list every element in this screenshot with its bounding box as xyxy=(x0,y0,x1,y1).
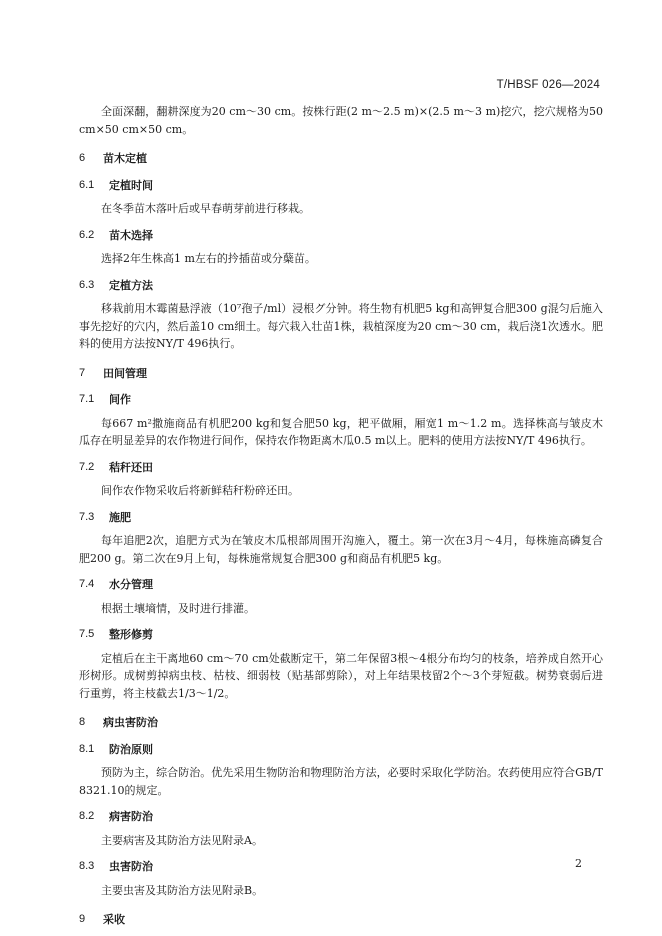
section-7-2-paragraph: 间作农作物采收后将新鲜秸秆粉碎还田。 xyxy=(101,484,299,497)
section-6-2-paragraph: 选择2年生株高1 m左右的扲插苗或分蘖苗。 xyxy=(101,252,316,265)
standard-code: T/HBSF 026—2024 xyxy=(496,79,600,91)
document-body xyxy=(79,103,603,929)
section-number: 7.3 xyxy=(79,510,95,523)
section-title: 采收 xyxy=(103,913,125,926)
section-8-heading xyxy=(79,714,603,732)
section-title: 整形修剪 xyxy=(109,628,153,641)
section-8-2-paragraph: 主要病害及其防治方法见附录A。 xyxy=(101,833,263,847)
section-title: 田间管理 xyxy=(103,366,147,380)
section-7-4-paragraph: 根据土壤墒情，及时进行排灌。 xyxy=(101,601,255,615)
section-number: 7.5 xyxy=(79,628,95,640)
section-title: 定植时间 xyxy=(109,178,153,192)
section-7-1-paragraph: 每667 m²撒施商品有机肥200 kg和复合肥50 kg，耙平做厢，厢宽1 m～1.2 m。选择株高与皱皮木瓜存在明显差异的农作物进行间作，保持农作物距离木瓜0.5 m以上。肥料的使用方法按NY/T 496执行。 xyxy=(79,416,603,447)
section-8-3-paragraph: 主要虫害及其防治方法见附录B。 xyxy=(101,883,264,897)
section-7-heading xyxy=(79,365,603,383)
section-title: 苗木选择 xyxy=(109,228,153,242)
section-title: 防治原则 xyxy=(109,742,153,756)
page-number: 2 xyxy=(575,857,582,870)
section-6-2-heading xyxy=(79,227,603,245)
section-8-3-heading xyxy=(79,858,603,876)
section-number: 7 xyxy=(79,366,86,379)
section-7-1-heading xyxy=(79,391,603,409)
section-8-1-paragraph: 预防为主，综合防治。优先采用生物防治和物理防治方法，必要时采取化学防治。农药使用应符合GB/T 8321.10的规定。 xyxy=(79,766,603,797)
section-7-2-heading xyxy=(79,459,603,477)
section-6-1-heading xyxy=(79,177,603,195)
section-title: 病虫害防治 xyxy=(103,716,158,729)
section-8-1-heading xyxy=(79,741,603,759)
section-number: 7.2 xyxy=(79,460,95,473)
section-number: 9 xyxy=(79,913,86,925)
section-number: 6.2 xyxy=(79,228,95,241)
section-number: 6.1 xyxy=(79,178,95,191)
section-number: 6.3 xyxy=(79,278,95,291)
section-number: 8.2 xyxy=(79,810,95,822)
section-6-1-paragraph: 在冬季苗木落叶后或早春萌芽前进行移栽。 xyxy=(101,202,310,215)
section-title: 病害防治 xyxy=(109,810,153,823)
section-7-5-heading xyxy=(79,626,603,644)
section-7-4-heading xyxy=(79,576,603,594)
section-7-3-paragraph: 每年追肥2次，追肥方式为在皱皮木瓜根部周围开沟施入，覆土。第一次在3月～4月，每株施高磷复合肥200 g。第二次在9月上旬，每株施常规复合肥300 g和商品有机肥5 kg。 xyxy=(79,534,603,565)
section-6-3-paragraph: 移栽前用木霉菌悬浮液（10⁷孢子/ml）浸根グ分钟。将生物有机肥5 kg和高钾复合肥300 g混匀后施入事先挖好的穴内，然后盖10 cm细土。每穴栽入壮苗1株，栽植深度为20 cm～30 cm，栽后浇1次透水。肥料的使用方法按NY/T 496执行。 xyxy=(79,302,603,350)
section-title: 间作 xyxy=(109,393,131,406)
section-number: 6 xyxy=(79,152,86,164)
continuation-paragraph: 全面深翻，翻耕深度为20 cm～30 cm。按株行距(2 m～2.5 m)×(2.5 m～3 m)挖穴，挖穴规格为50 cm×50 cm×50 cm。 xyxy=(79,105,603,136)
section-title: 苗木定植 xyxy=(103,152,147,165)
section-6-3-heading xyxy=(79,277,603,295)
section-title: 水分管理 xyxy=(109,578,153,591)
section-number: 7.1 xyxy=(79,393,95,405)
section-number: 8.3 xyxy=(79,860,95,872)
section-9-heading xyxy=(79,911,603,929)
section-title: 秸秆还田 xyxy=(109,460,153,474)
section-title: 施肥 xyxy=(109,510,131,524)
section-7-3-heading xyxy=(79,509,603,527)
section-number: 8.1 xyxy=(79,742,95,755)
section-title: 虫害防治 xyxy=(109,860,153,873)
section-title: 定植方法 xyxy=(109,278,153,292)
section-7-5-paragraph: 定植后在主干离地60 cm～70 cm处截断定干，第二年保留3根～4根分布均匀的枝条，培养成自然开心形树形。成树剪掉病虫枝、枯枝、细弱枝（贴基部剪除），对上年结果枝留2个～3个芽短截。树势衰弱后进行重剪，将主枝截去1/3～1/2。 xyxy=(79,651,603,700)
section-6-heading xyxy=(79,150,603,168)
section-number: 7.4 xyxy=(79,578,95,590)
section-number: 8 xyxy=(79,716,86,728)
section-8-2-heading xyxy=(79,808,603,826)
